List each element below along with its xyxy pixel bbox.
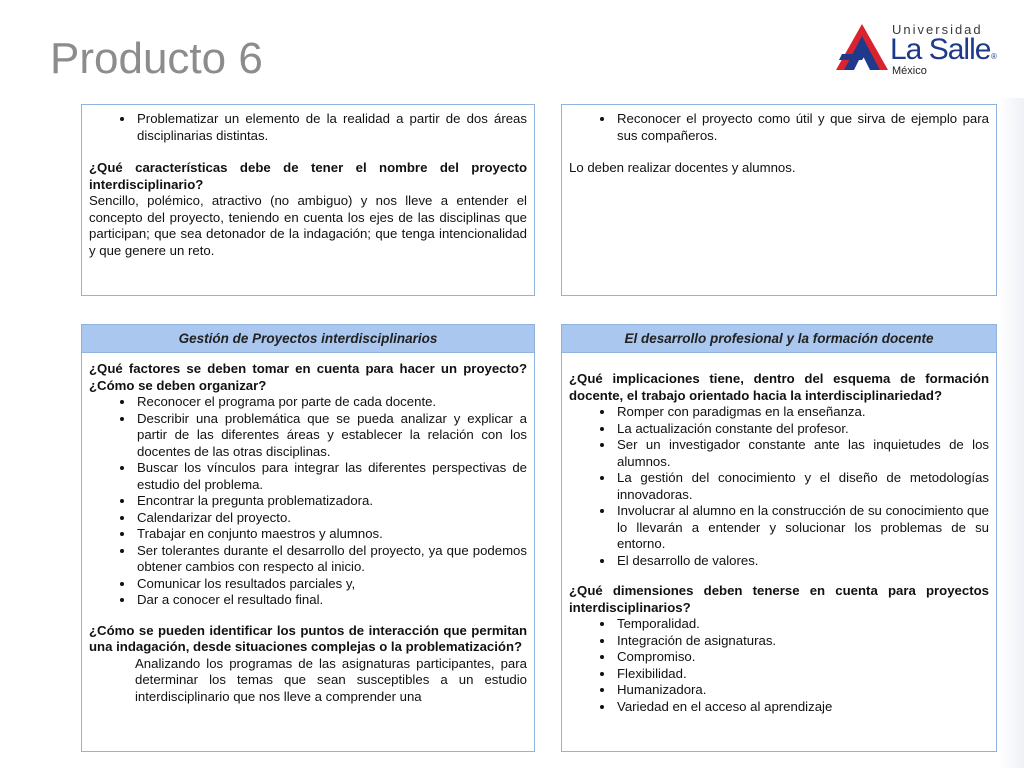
panel-bottom-right: [561, 324, 997, 752]
panel-bottom-left: [81, 324, 535, 752]
panel4-dimension-bullet: • Variedad en el acceso al aprendizaje: [615, 699, 989, 716]
panel3-bullet: • Encontrar la pregunta problematizadora.: [135, 493, 527, 510]
panel4-bullet: • Romper con paradigmas en la enseñanza.: [615, 404, 989, 421]
panel4-bullet-list-1: [569, 404, 989, 569]
panel2-bullet-list: [569, 111, 989, 144]
panel1-question: ¿Qué características debe de tener el nombre del proyecto interdisciplinario?: [89, 160, 527, 192]
panel2-bullet: • Reconocer el proyecto como útil y que sirva de ejemplo para sus compañeros.: [615, 111, 989, 144]
panel3-header: Gestión de Proyectos interdisciplinarios: [82, 325, 534, 353]
panel4-dimension-bullet: • Temporalidad.: [615, 616, 989, 633]
panel4-dimension-bullet: • Flexibilidad.: [615, 666, 989, 683]
panel4-bullet: • Involucrar al alumno en la construcción de su conocimiento que lo llevarán a entender y solucionar los problemas de su entorno.: [615, 503, 989, 553]
la-salle-emblem-icon: [836, 24, 888, 74]
panel3-bullet-list: [89, 394, 527, 609]
panel3-bullet: • Describir una problemática que se pueda analizar y explicar a partir de las diferentes áreas y establecer la relación con los docentes de las otras disciplinas.: [135, 411, 527, 461]
panel1-bullet: • Problematizar un elemento de la realidad a partir de dos áreas disciplinarias distintas.: [135, 111, 527, 144]
panel3-bullet: • Trabajar en conjunto maestros y alumnos.: [135, 526, 527, 543]
university-logo: [836, 22, 1004, 80]
panel1-bullet-list: [89, 111, 527, 144]
panel2-text: Lo deben realizar docentes y alumnos.: [569, 160, 796, 175]
panel4-bullet-list-2: [569, 616, 989, 715]
panel-top-left: [81, 104, 535, 296]
panel3-question-2: ¿Cómo se pueden identificar los puntos de interacción que permitan una indagación, desde situaciones complejas o la problematización?: [89, 622, 527, 654]
slide-title: Producto 6: [50, 34, 263, 83]
side-gradient-stripe: [998, 98, 1024, 768]
logo-registered-mark: ®: [991, 52, 997, 61]
logo-line-universidad: Universidad: [892, 22, 983, 37]
panel3-question-1: ¿Qué factores se deben tomar en cuenta para hacer un proyecto? ¿Cómo se deben organizar?: [89, 361, 527, 393]
panel3-bullet: • Reconocer el programa por parte de cada docente.: [135, 394, 527, 411]
panel4-bullet: • La actualización constante del profesor.: [615, 421, 989, 438]
panel4-bullet: • Ser un investigador constante ante las inquietudes de los alumnos.: [615, 437, 989, 470]
logo-line-mexico: México: [892, 65, 927, 77]
panel-top-right: [561, 104, 997, 296]
logo-line-la-salle: La Salle: [890, 33, 991, 66]
panel4-bullet: • La gestión del conocimiento y el diseño de metodologías innovadoras.: [615, 470, 989, 503]
panel4-question-1: ¿Qué implicaciones tiene, dentro del esquema de formación docente, el trabajo orientado hacia la interdisciplinariedad?: [569, 371, 989, 403]
panel4-dimension-bullet: • Integración de asignaturas.: [615, 633, 989, 650]
panel4-dimension-bullet: • Humanizadora.: [615, 682, 989, 699]
panel4-header: El desarrollo profesional y la formación docente: [562, 325, 996, 353]
panel3-bullet: • Buscar los vínculos para integrar las diferentes perspectivas de estudio del problema.: [135, 460, 527, 493]
panel4-question-2: ¿Qué dimensiones deben tenerse en cuenta para proyectos interdisciplinarios?: [569, 583, 989, 615]
panel3-bullet: • Ser tolerantes durante el desarrollo del proyecto, ya que podemos obtener cambios con respecto al inicio.: [135, 543, 527, 576]
panel3-bullet: • Dar a conocer el resultado final.: [135, 592, 527, 609]
panel1-answer: Sencillo, polémico, atractivo (no ambiguo) y nos lleve a entender el concepto del proyecto, teniendo en cuenta los ejes de las disciplinas que participan; que sea detonador de la indagación; que tenga intencionalidad y que genere un reto.: [89, 193, 527, 258]
panel4-dimension-bullet: • Compromiso.: [615, 649, 989, 666]
panel4-bullet: • El desarrollo de valores.: [615, 553, 989, 570]
panel3-answer-2: Analizando los programas de las asignaturas participantes, para determinar los temas que sean susceptibles a un estudio interdisciplinario que nos lleve a comprender una: [135, 655, 527, 704]
panel3-bullet: • Calendarizar del proyecto.: [135, 510, 527, 527]
panel3-bullet: • Comunicar los resultados parciales y,: [135, 576, 527, 593]
